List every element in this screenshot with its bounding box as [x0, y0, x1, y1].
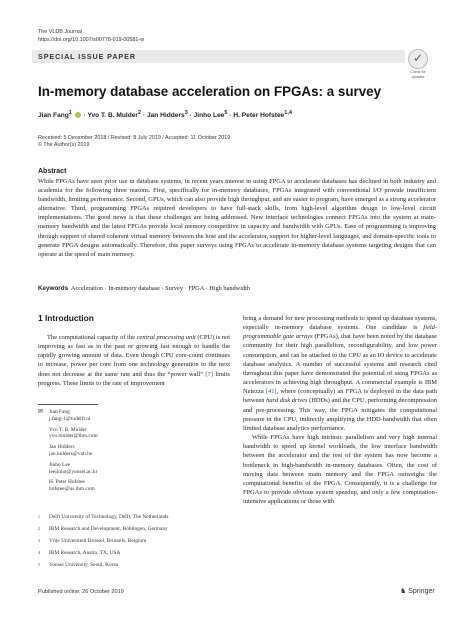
- affiliation-text: Yonsei University, Seoul, Korea: [49, 561, 119, 568]
- copyright-line: © The Author(s) 2019: [38, 142, 90, 149]
- author-sup: 3: [184, 110, 188, 116]
- springer-icon: ♞: [400, 588, 407, 595]
- affiliation: [38, 514, 230, 521]
- publisher-logo: [400, 587, 435, 595]
- author-name[interactable]: Jian Fang: [38, 112, 69, 120]
- text-run: The computational capacity of the: [47, 334, 137, 341]
- issue-label: SPECIAL ISSUE PAPER: [38, 52, 136, 61]
- author-sup: 2: [138, 110, 142, 116]
- check-label-1: Check for: [410, 70, 426, 74]
- text-run: (FPGAs), that have been noted by the database community for their high parallelism, reconfigurability, and low power consumption, and can be attached to the CPU as an IO device to accelerate database analytics. A number of successful systems and research cited throughout this paper have demonstrated the potential of using FPGAs as accelerators in achieving high throughput. A commercial example is IBM Netezza: [243, 333, 437, 396]
- envelope-icon: ✉: [38, 409, 44, 415]
- contact-name: H. Peter Hofstee: [49, 479, 85, 486]
- affiliation-num: 2: [38, 525, 40, 531]
- text-run: limits progress. These limits to the rate of improvement: [38, 370, 230, 387]
- bookmark-icon: ✓: [408, 49, 428, 69]
- keywords: [38, 285, 436, 292]
- author-name[interactable]: Jinho Lee: [193, 112, 225, 120]
- footnote-divider: [38, 404, 98, 405]
- contact-name: Yvo T. B. Mulder: [49, 426, 87, 433]
- text-run: (CPU) is not improving as fast as in the past or growing fast enough to handle the rapidly growing amount of data. Even though CPU core-count continues to increase, power per core from one technology generation to the next does not decrease at the same rate and thus the “power wall”: [38, 334, 230, 378]
- contact-entry: [49, 462, 230, 476]
- contact-name: Jian Fang: [49, 409, 70, 415]
- left-column: [38, 333, 230, 388]
- affiliation-num: 3: [38, 537, 40, 543]
- author-name[interactable]: Jan Hidders: [146, 112, 185, 120]
- text-run: , where (conceptually) an FPGA is deployed in the data path between: [243, 388, 437, 405]
- contact-name: Jan Hidders: [49, 444, 75, 451]
- journal-header: [38, 28, 144, 44]
- affiliation-text: IBM Research, Austin, TX, USA: [49, 549, 121, 556]
- author-sup: 1: [68, 110, 72, 116]
- contact-email[interactable]: hofstee@us.ibm.com: [49, 486, 95, 493]
- check-for-updates-badge[interactable]: [404, 49, 432, 79]
- author-sup: 1,4: [284, 110, 292, 116]
- paper-title: In-memory database acceleration on FPGAs: a survey: [38, 84, 382, 99]
- affiliation: [38, 562, 230, 569]
- dates-block: [38, 135, 230, 150]
- intro-paragraph: While FPGAs have high intrinsic parallelism and very high internal bandwidth to speed up kernel workloads, the low interface bandwidth between the accelerator and the rest of the system has now become a bottleneck in high-bandwidth in-memory databases. Often, the cost of moving data between main memory and the FPGA outweighs the computational benefits of the FPGA. Consequently, it is a challenge for FPGAs to provide obvious system speedup, and only a few computation-intensive applications or those with: [243, 434, 437, 506]
- dates-line: Received: 5 December 2018 / Revised: 8 July 2019 / Accepted: 11 October 2019: [38, 135, 231, 141]
- orcid-icon[interactable]: [75, 112, 81, 118]
- contact-entry: [49, 479, 230, 493]
- section-heading: 1 Introduction: [38, 313, 94, 323]
- abstract-text: While FPGAs have seen prior use in database systems, in recent years interest in using FPGA to accelerate databases has declined in both industry and academia for the following three reasons. First, specifically for in-memory databases, FPGAs integrated with conventional I/O provide insufficient bandwidth, limiting performance. Second, GPUs, which can also provide high throughput, and are easier to program, have emerged as a strong accelerator alternative. Third, programming FPGAs required developers to have full-stack skills, from high-level algorithm design to low-level circuit implementations. The good news is that these challenges are being addressed. New interface technologies connect FPGAs into the system at main-memory bandwidth and the latest FPGAs provide local memory competitive in capacity and bandwidth with GPUs. Ease of programming is improving through support of shared coherent virtual memory between the host and the accelerator, support for higher-level languages, and domain-specific tools to generate FPGA designs automatically. Therefore, this paper surveys using FPGAs to accelerate in-memory database systems targeting designs that can operate at the speed of main memory.: [38, 178, 436, 258]
- right-column: [243, 314, 437, 506]
- keywords-label: Keywords: [38, 285, 69, 292]
- published-date: Published online: 26 October 2019: [38, 589, 124, 595]
- intro-paragraph: [243, 314, 437, 433]
- contact-email[interactable]: jan.hidders@vub.be: [49, 450, 93, 457]
- affiliation-text: IBM Research and Development, Böblingen, Germany: [49, 525, 168, 532]
- emphasis: hard disk drives: [266, 397, 308, 405]
- abstract-heading: Abstract: [38, 168, 67, 175]
- affiliation: [38, 538, 230, 545]
- contact-entry: [49, 409, 230, 423]
- emphasis: field-programmable gate arrays: [243, 324, 437, 341]
- affiliation-num: 5: [38, 561, 40, 567]
- affiliation-text: Vrije Universiteit Brussel, Brussels, Belgium: [49, 537, 147, 544]
- doi-link[interactable]: https://doi.org/10.1007/s00778-019-00581-w: [38, 37, 145, 43]
- contact-email[interactable]: j.fang-1@tudelft.nl: [49, 415, 91, 422]
- journal-name: The VLDB Journal: [38, 29, 83, 35]
- affiliation-text: Delft University of Technology, Delft, The Netherlands: [49, 514, 169, 520]
- author-name[interactable]: Yvo T. B. Mulder: [87, 112, 138, 120]
- contact-email[interactable]: leejinho@yonsei.ac.kr: [49, 468, 98, 475]
- contact-entry: [49, 427, 230, 441]
- contact-name: Jinho Lee: [49, 461, 71, 468]
- affiliations: [38, 514, 230, 574]
- affiliation: [38, 550, 230, 557]
- citation-link[interactable]: [7]: [205, 370, 213, 378]
- affiliation-num: 1: [38, 514, 40, 519]
- check-label-2: updates: [411, 75, 425, 80]
- author-list: Jian Fang$^1$ · Yvo T. B. Mulder$^2$ · Jan Hidders$^3$ · Jinho Lee$^5$ · H. Peter Hofstee$^{1,4}$: [38, 110, 292, 120]
- citation-link[interactable]: [41]: [265, 388, 277, 396]
- author-sup: 5: [224, 110, 228, 116]
- publisher-name: Springer: [408, 588, 435, 595]
- emphasis: central processing unit: [136, 334, 196, 341]
- contact-email[interactable]: yvo.mulder@ibm.com: [49, 433, 98, 440]
- text-run: bring a demand for new processing methods to speed up database systems, especially in-memory database systems. One candidate is: [243, 315, 437, 332]
- contact-block: [38, 409, 230, 497]
- intro-paragraph: [38, 333, 230, 388]
- author-name[interactable]: H. Peter Hofstee: [233, 112, 285, 120]
- text-run: (HDDs) and the CPU, performing decompression and pre-processing. This way, the FPGA mitigates the computational pressure in the CPU, indirectly amplifying the HDD-bandwidth that often limited database analytics performance.: [243, 397, 437, 432]
- affiliation: [38, 526, 230, 533]
- keywords-text: Acceleration · In-memory database · Survey · FPGA · High bandwidth: [70, 285, 250, 292]
- affiliation-num: 4: [38, 549, 40, 555]
- contact-entry: [49, 444, 230, 458]
